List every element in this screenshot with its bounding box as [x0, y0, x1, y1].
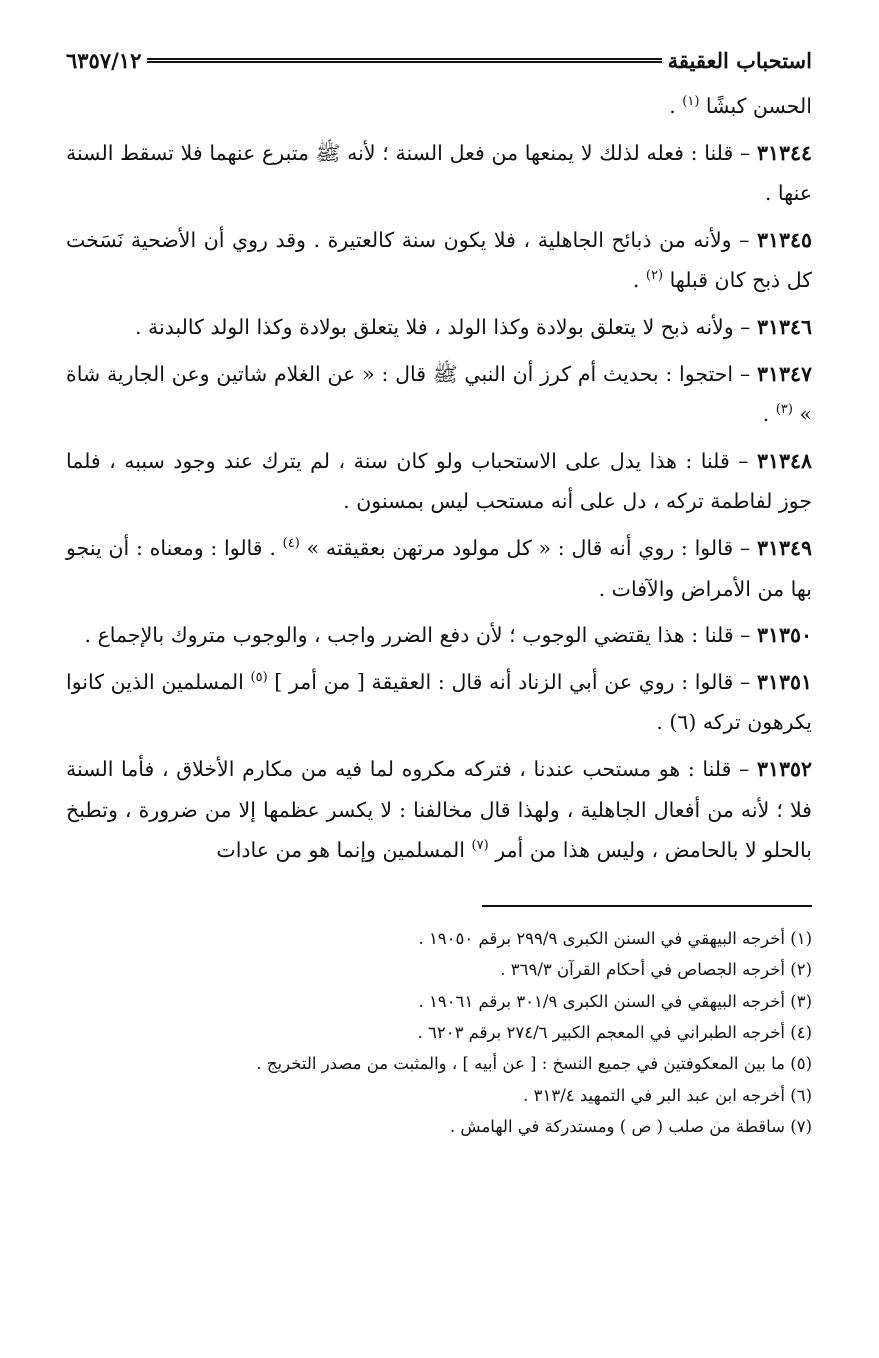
continuation-paragraph — [66, 86, 812, 127]
footnote-ref: (٥) — [250, 669, 268, 685]
footnote-ref: (٤) — [282, 535, 300, 551]
paragraph — [66, 528, 812, 609]
paragraph-number: ٣١٣٤٤ — [756, 140, 812, 165]
paragraph-tail: . — [632, 268, 646, 293]
paragraph — [66, 133, 812, 214]
footnote-ref: (١) — [682, 94, 700, 109]
paragraph-tail: . — [762, 402, 776, 427]
footnote: (٢) أخرجه الجصاص في أحكام القرآن ٣٦٩/٣ . — [500, 960, 812, 980]
paragraph-text: – قلنا : فعله لذلك لا يمنعها من فعل السنة ؛ لأنه ﷺ متبرع عنهما فلا تسقط السنة عنها . — [66, 140, 812, 206]
footnote: (٧) ساقطة من صلب ( ص ) ومستدركة في الهامش . — [449, 1117, 812, 1137]
footnote: (٣) أخرجه البيهقي في السنن الكبرى ٣٠١/٩ برقم ١٩٠٦١ . — [418, 991, 812, 1011]
paragraph-number: ٣١٣٤٩ — [756, 535, 812, 560]
paragraph-tail: المسلمين وإنما هو من عادات — [216, 838, 472, 863]
footnote-separator — [482, 905, 812, 907]
paragraph-text: – قالوا : روي أنه قال : « كل مولود مرتهن بعقيقته » — [306, 535, 757, 560]
paragraph-number: ٣١٣٤٨ — [756, 448, 812, 473]
main-text — [66, 86, 812, 871]
footnote: (٤) أخرجه الطبراني في المعجم الكبير ٢٧٤/٦ برقم ٦٢٠٣ . — [417, 1022, 812, 1042]
page-folio: ٦٣٥٧/١٢ — [66, 47, 142, 73]
footnote: (٥) ما بين المعكوفتين في جميع النسخ : [ عن أبيه ] ، والمثبت من مصدر التخريج . — [256, 1054, 812, 1074]
continuation-text: الحسن كبشًا — [705, 94, 812, 118]
paragraph-text: – قلنا : هذا يقتضي الوجوب ؛ لأن دفع الضرر واجب ، والوجوب متروك بالإجماع . — [84, 623, 757, 648]
header-double-rule — [147, 58, 661, 63]
paragraph-text: – قالوا : روي عن أبي الزناد أنه قال : العقيقة [ من أمر ] — [274, 669, 757, 694]
footnote-ref: (٣) — [775, 402, 793, 418]
paragraph — [66, 441, 812, 522]
paragraph-number: ٣١٣٤٦ — [756, 314, 812, 339]
paragraph-text: – احتجوا : بحديث أم كرز أن النبي ﷺ قال : « عن الغلام شاتين وعن الجارية شاة » — [66, 361, 812, 427]
book-page — [66, 42, 812, 1143]
footnote-ref: (٧) — [471, 838, 489, 854]
footnote: (٦) أخرجه ابن عبد البر في التمهيد ٣١٣/٤ . — [523, 1085, 812, 1105]
paragraph — [66, 354, 812, 435]
paragraph — [66, 662, 812, 743]
paragraph-number: ٣١٣٥٢ — [756, 756, 812, 781]
footnote-ref: (٢) — [645, 268, 664, 284]
footnotes — [66, 923, 812, 1143]
paragraph — [66, 220, 812, 301]
paragraph — [66, 615, 812, 656]
paragraph-text: – قلنا : هذا يدل على الاستحباب ولو كان سنة ، لم يترك عند وجود سببه ، فلما جوز لفاطمة تركه ، دل على أنه مستحب ليس بمسنون . — [66, 448, 812, 514]
paragraph-text: – ولأنه من ذبائح الجاهلية ، فلا يكون سنة كالعتيرة . وقد روي أن الأضحية نَسَخت كل ذبح كان قبلها — [66, 227, 812, 293]
continuation-end: . — [669, 94, 683, 118]
paragraph-number: ٣١٣٤٥ — [756, 227, 812, 252]
paragraph-tail: . قالوا : ومعناه : أن ينجو بها من الأمراض والآفات . — [66, 535, 812, 601]
running-header — [66, 42, 812, 78]
footnote: (١) أخرجه البيهقي في السنن الكبرى ٢٩٩/٩ برقم ١٩٠٥٠ . — [418, 928, 812, 948]
paragraph-number: ٣١٣٥٠ — [756, 623, 812, 648]
paragraph-text: – قلنا : هو مستحب عندنا ، فتركه مكروه لما فيه من مكارم الأخلاق ، فأما السنة فلا ؛ لأنه من أفعال الجاهلية ، ولهذا قال مخالفنا : لا يكسر عظمها إلا من ضرورة ، وتطبخ بالحلو لا بالحامض ، وليس هذا من أمر — [66, 756, 812, 863]
paragraph-tail: المسلمين الذين كانوا يكرهون تركه (٦) . — [66, 669, 812, 735]
running-title: استحباب العقيقة — [667, 47, 812, 73]
paragraph-text: – ولأنه ذبح لا يتعلق بولادة وكذا الولد ، فلا يتعلق بولادة وكذا الولد كالبدنة . — [134, 314, 757, 339]
paragraph — [66, 307, 812, 348]
paragraph-number: ٣١٣٤٧ — [756, 361, 812, 386]
paragraph — [66, 749, 812, 871]
paragraph-number: ٣١٣٥١ — [756, 669, 812, 694]
